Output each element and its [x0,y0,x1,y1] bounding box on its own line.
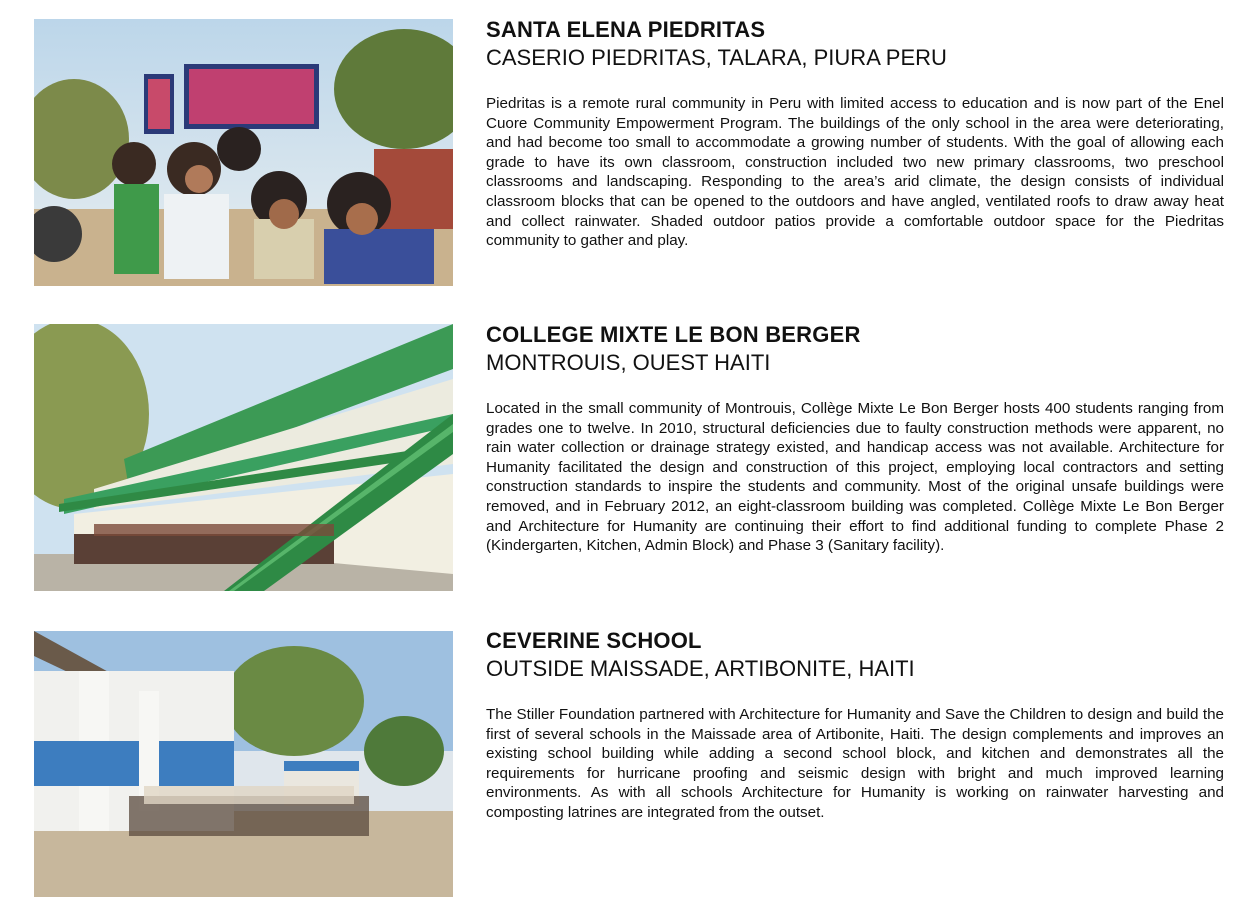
project-description: Located in the small community of Montrouis, Collège Mixte Le Bon Berger hosts 400 students ranging from grades one to twelve. In 2010, structural deficiencies due to faulty construction methods were apparent, no rain water collection or drainage strategy existed, and handicap access was not available. Architecture for Humanity facilitated the design and construction of this project, employing local contractors and setting construction standards to inspire the students and community. Most of the original unsafe buildings were removed, and in February 2012, an eight-classroom building was completed. Collège Mixte Le Bon Berger and Architecture for Humanity are continuing their effort to find additional funding to complete Phase 2 (Kindergarten, Kitchen, Admin Block) and Phase 3 (Sanitary facility). [486,400,1224,555]
project-location: MONTROUIS, OUEST HAITI [486,350,771,375]
project-location: CASERIO PIEDRITAS, TALARA, PIURA PERU [486,45,947,70]
project-text [486,627,1224,838]
project-description: The Stiller Foundation partnered with Architecture for Humanity and Save the Children to design and build the first of several schools in the Maissade area of Artibonite, Haiti. The design complements and improves an existing school building while adding a second school block, and kitchen and demonstrates all the requirements for hurricane proofing and seismic design with bright and much improved learning environments. As with all schools Architecture for Humanity is working on rainwater harvesting and composting latrines are integrated from the outset. [486,706,1224,821]
project-location: OUTSIDE MAISSADE, ARTIBONITE, HAITI [486,656,915,681]
project-text [486,16,1224,266]
project-description: Piedritas is a remote rural community in Peru with limited access to education and is now part of the Enel Cuore Community Empowerment Program. The buildings of the only school in the area were deteriorating, and had become too small to accommodate a growing number of students. With the goal of allowing each grade to have its own classroom, construction included two new primary classrooms, two preschool classrooms and landscaping. Responding to the area’s arid climate, the design consists of individual classroom blocks that can be opened to the outdoors and have angled, ventilated roofs to draw away heat and collect rainwater. Shaded outdoor patios provide a comfortable outdoor space for the Piedritas community to gather and play. [486,95,1224,250]
project-title: CEVERINE SCHOOL [486,628,702,653]
project-text [486,321,1224,571]
project-title: SANTA ELENA PIEDRITAS [486,17,766,42]
photo-schoolyard [34,631,453,897]
photo-school-building [34,324,453,591]
project-title: COLLEGE MIXTE LE BON BERGER [486,322,861,347]
photo-children-playground [34,19,453,286]
